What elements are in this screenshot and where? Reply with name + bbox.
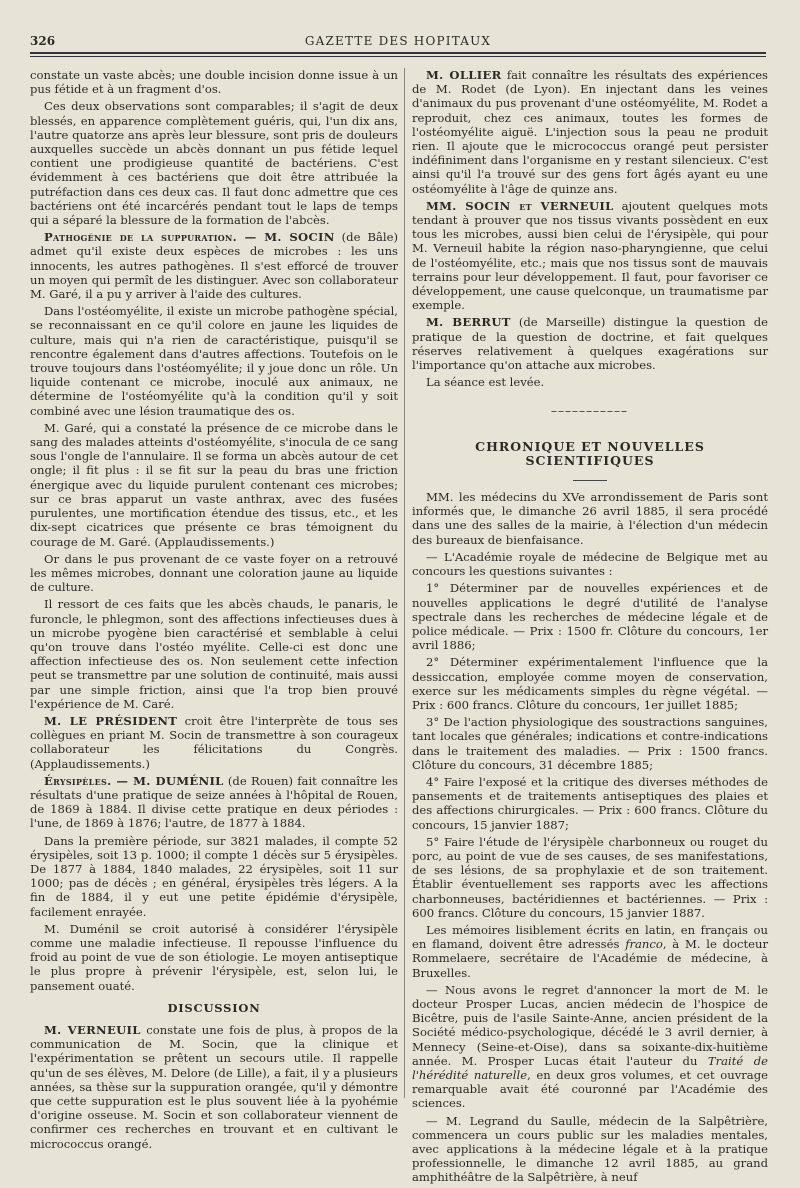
page-number: 326 [30,34,56,48]
paragraph [30,1023,398,1151]
paragraph-text: , en deux gros volumes, et cet ouvrage remarquable avait été couronné par l'Académie des sciences. [412,1068,768,1111]
paragraph-text: , à M. le docteur Rommelaere, secrétaire de l'Académie de médecine, à Bruxelles. [412,937,768,980]
paragraph-text: Les mémoires lisiblement écrits en latin, en français ou en flamand, doivent être adressés [412,922,768,952]
paragraph [412,199,768,313]
column-divider [404,68,405,1098]
speaker-name: M. OLLIER [426,68,502,82]
paragraph-text: (de Marseille) distingue la question de pratique de la question de doctrine, et fait quelques réserves relativement à quelques exagérations sur l'importance qu'on attache aux microbes. [412,315,768,373]
paragraph: 3° De l'action physiologique des soustractions sanguines, tant locales que générales; indications et contre-indications dans le traitement des maladies. — Prix : 1500 francs. Clôture du concours, 31 décembre 1885; [412,715,768,772]
italic-text: franco [625,937,663,952]
paragraph: La séance est levée. [426,375,545,390]
paragraph [412,923,768,980]
section-divider: ⎯⎯⎯⎯⎯⎯⎯⎯⎯⎯⎯ [551,406,629,418]
paragraph [30,774,398,831]
speaker-name: M. LE PRÉSIDENT [44,713,178,728]
paragraph [30,714,398,771]
paragraph: Dans l'ostéomyélite, il existe un microbe pathogène spécial, se reconnaissant en ce qu'il colore en jaune les liquides de culture, mais qui n'a rien de caractéristique, puisqu'il se rencontre également dans d'autres affections. Toutefois on le trouve toujours dans l'ostéomyélite; il y joue donc un rôle. Un liquide contenant ce microbe, inoculé aux animaux, ne détermine de l'ostéomyélite qu'à la condition qu'il y soit combiné avec une lésion traumatique des os. [30,304,398,418]
paragraph [412,315,768,372]
paragraph: M. Garé, qui a constaté la présence de ce microbe dans le sang des malades atteints d'ostéomyélite, s'inocula de ce sang sous l'ongle de l'annulaire. Il se forma un abcès autour de cet ongle; il fit plus : il se fit sur la peau du bras une friction énergique avec du liquide purulent contenant ces microbes; sur ce bras apparut un vaste anthrax, avec des fusées purulentes, une mortification étendue des tissus, etc., et les dix-sept cicatrices que présente ce bras témoignent du courage de M. Garé. (Applaudissements.) [30,420,398,549]
paragraph-heading: Érysipèles. — M. DUMÉNIL [44,773,224,788]
speaker-name: MM. SOCIN et VERNEUIL [426,198,614,213]
paragraph-text: constate une fois de plus, à propos de la communication de M. Socin, que la clinique et l'expérimentation se prêtent un secours utile. Il rappelle qu'un de ses élèves, M. Delore (de Lille), a fait, il y a plusieurs années, sa thèse sur la suppuration orangée, qu'il y démontre que cette suppuration est le plus souvent liée à la pyohémie d'origine osseuse. M. Socin et son collaborateur viennent de confirmer ces recherches en trouvant et en cultivant le micrococcus orangé. [30,1023,399,1151]
paragraph-text: (de Rouen) fait connaître les résultats d'une pratique de seize années à l'hôpital de Rouen, de 1869 à 1884. Il divise cette pratique en deux périodes : l'une, de 1869 à 1876; l'autre, de 1877 à 1884. [30,773,398,831]
paragraph-text: (de Bâle) admet qu'il existe deux espèces de microbes : les uns innocents, les autres pathogènes. Il s'est efforcé de trouver un moyen qui permît de les distinguer. Avec son collaborateur M. Garé, il a pu y arriver à l'aide des cultures. [30,230,399,302]
paragraph: 1° Déterminer par de nouvelles expériences et de nouvelles applications le degré d'utilité de l'analyse spectrale dans les recherches de médecine légale et de police médicale. — Prix : 1500 fr. Clôture du concours, 1er avril 1886; [412,581,768,653]
paragraph: Il ressort de ces faits que les abcès chauds, le panaris, le furoncle, le phlegmon, sont des affections infectieuses dues à un microbe pyogène bien caractérisé et semblable à celui qu'on trouve dans l'ostéo myélite. Celle-ci est donc une affection infectieuse des os. Non seulement cette infection peut se transmettre par une solution de continuité, mais aussi par une simple friction, ainsi que l'a trop bien prouvé l'expérience de M. Caré. [30,597,398,711]
paragraph-text: fait connaître les résultats des expériences de M. Rodet (de Lyon). En injectant dans les veines d'animaux du pus provenant d'une ostéomyélite, M. Rodet a reproduit, chez ces animaux, toutes les formes de l'ostéomyélite aiguë. L'injection sous la peau ne produit rien. Il ajoute que le micrococcus orangé peut persister indéfiniment dans l'organisme en y restant silencieux. C'est ainsi qu'il l'a trouvé sur des gens fort âgés ayant eu une ostéomyélite à l'âge de quinze ans. [412,68,769,196]
paragraph: — M. Legrand du Saulle, médecin de la Salpêtrière, commencera un cours public sur les maladies mentales, avec applications à la médecine légale et à la pratique professionnelle, le dimanche 12 avril 1885, au grand amphithéâtre de la Salpêtrière, à neuf [412,1113,768,1185]
speaker-name: M. VERNEUIL [44,1023,141,1037]
paragraph [30,230,398,301]
header-rule-thin [30,56,766,57]
paragraph-text: croit être l'interprète de tous ses collègues en priant M. Socin de transmettre à son courageux collaborateur les félicitations du Congrès. (Applaudissements.) [30,713,398,771]
chronique-title: CHRONIQUE ET NOUVELLES SCIENTIFIQUES [475,438,705,468]
left-column [30,68,398,1154]
paragraph: Or dans le pus provenant de ce vaste foyer on a retrouvé les mêmes microbes, donnant une coloration jaune au liquide de culture. [30,551,398,595]
paragraph: Ces deux observations sont comparables; il s'agit de deux blessés, en apparence complètement guéris, qui, l'un dix ans, l'autre quatorze ans après leur blessure, sont pris de douleurs auxquelles succède un abcès donnant un pus fétide lequel contient une prodigieuse quantité de bactériens. C'est évidemment à ces bactériens que doit être attribuée la putréfaction dans ces deux cas. Il faut donc admettre que ces bactériens ont été incarcérés pendant tout le laps de temps qui a séparé la blessure de la formation de l'abcès. [30,99,398,228]
paragraph: 5° Faire l'étude de l'érysipèle charbonneux ou rouget du porc, au point de vue de ses causes, de ses manifestations, de ses lésions, de sa prophylaxie et de son traitement. Établir éventuellement ses rapports avec les affections charbonneuses, bactéridiennes et bactériennes. — Prix : 600 francs. Clôture du concours, 15 janvier 1887. [412,834,768,920]
paragraph: constate un vaste abcès; une double incision donne issue à un pus fétide et à un fragment d'os. [30,68,398,97]
header-rule [30,52,766,54]
paragraph: — L'Académie royale de médecine de Belgique met au concours les questions suivantes : [412,549,768,579]
paragraph [412,983,768,1111]
speaker-name: M. BERRUT [426,315,511,330]
paragraph: MM. les médecins du XVe arrondissement de Paris sont informés que, le dimanche 26 avril 1885, il sera procédé dans une des salles de la mairie, à l'élection d'un médecin des bureaux de bienfaisance. [412,490,768,547]
right-column [412,68,768,1188]
page-header [30,30,766,60]
paragraph: 4° Faire l'exposé et la critique des diverses méthodes de pansements et de traitements antiseptiques des plaies et des affections chirurgicales. — Prix : 600 francs. Clôture du concours, 15 janvier 1887; [412,774,768,832]
discussion-title: DISCUSSION [167,1000,261,1015]
paragraph: 2° Déterminer expérimentalement l'influence que la dessiccation, employée comme moyen de conservation, exerce sur les médicaments simples du règne végétal. — Prix : 600 francs. Clôture du concours, 1er juillet 1885; [412,655,768,712]
title-ornament [412,472,768,482]
paragraph-text: ajoutent quelques mots tendant à prouver que nos tissus vivants possèdent en eux tous les microbes, aussi bien celui de l'érysipèle, qui pour M. Verneuil habite la région naso-pharyngienne, que celui de l'ostéomyélite, etc.; mais que nos tissus sont de mauvais terrains pour leur développement. Il faut, pour favoriser ce développement, une cause quelconque, un traumatisme par exemple. [412,198,768,313]
running-title: GAZETTE DES HOPITAUX [304,34,492,48]
book-title: Traité de l'hérédité naturelle [412,1053,768,1082]
paragraph: Dans la première période, sur 3821 malades, il compte 52 érysipèles, soit 13 p. 1000; il compte 1 décès sur 5 érysipèles. De 1877 à 1884, 1840 malades, 22 érysipèles, soit 11 sur 1000; pas de décès ; en général, érysipèles très légers. A la fin de 1884, il y eut une petite épidémie d'érysipèle, facilement enrayée. [30,833,398,919]
paragraph-text: — Nous avons le regret d'annoncer la mort de M. le docteur Prosper Lucas, ancien médecin de l'hospice de Bicêtre, puis de l'asile Sainte-Anne, ancien président de la Société médico-psychologique, décédé le 3 avril dernier, à Mennecy (Seine-et-Oise), dans sa soixante-dix-huitième année. M. Prosper Lucas était l'auteur du [412,982,768,1068]
paragraph: M. Duménil se croit autorisé à considérer l'érysipèle comme une maladie infectieuse. Il repousse l'influence du froid au point de vue de son étiologie. Le moyen antiseptique le plus propre à prévenir l'érysipèle, est, selon lui, le pansement ouaté. [30,921,398,993]
paragraph-heading: Pathogénie de la suppuration. — M. SOCIN [44,230,335,245]
paragraph [412,68,768,196]
